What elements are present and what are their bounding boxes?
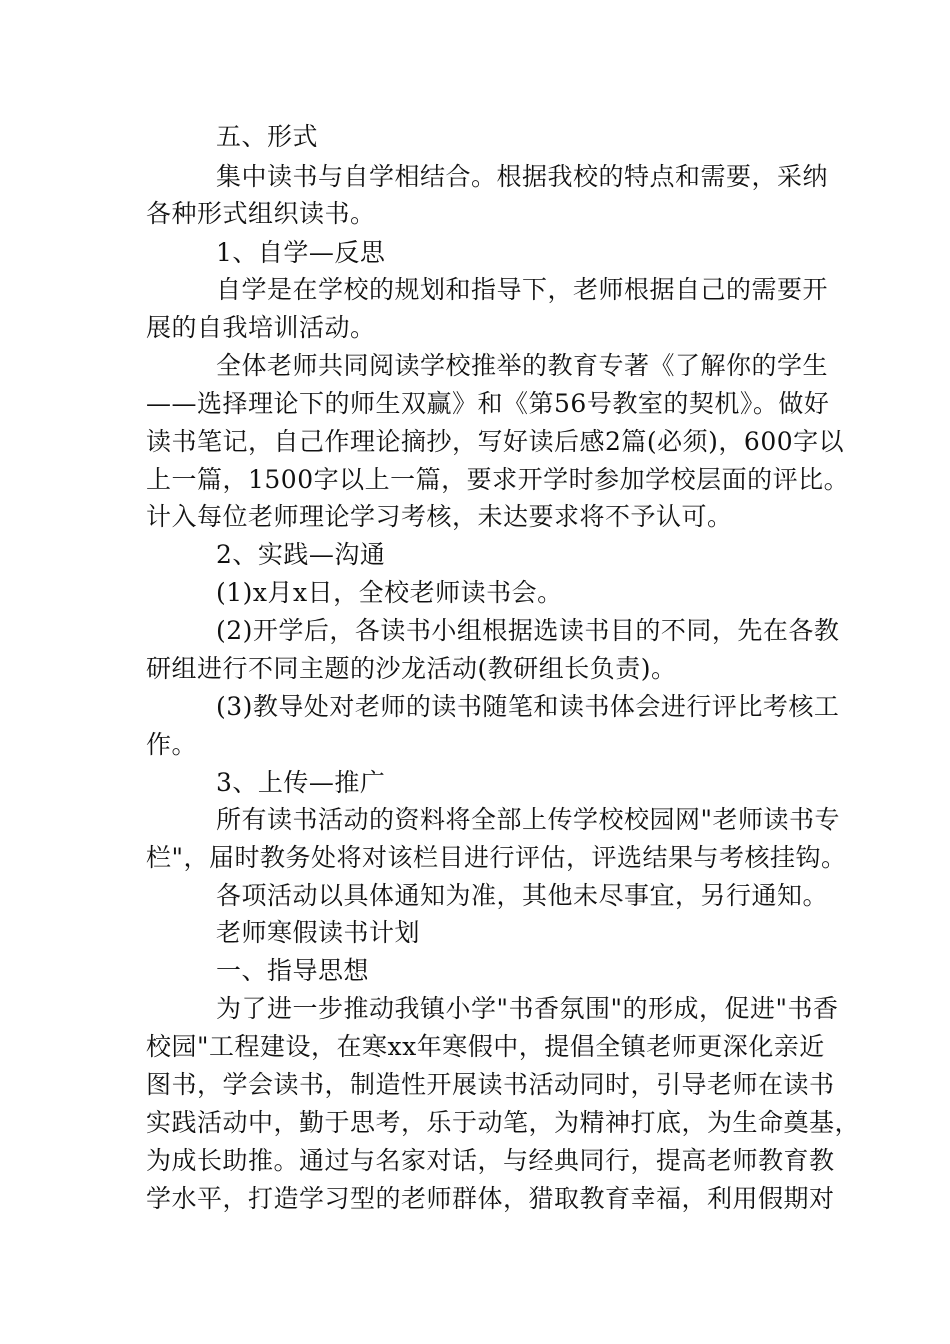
paragraph-line: 为成长助推。通过与名家对话，与经典同行，提高老师教育教 — [146, 1146, 835, 1175]
subheading-practice: 2、实践—沟通 — [216, 540, 386, 569]
subheading-upload: 3、上传—推广 — [216, 768, 386, 797]
paragraph-line: 自学是在学校的规划和指导下，老师根据自己的需要开 — [216, 275, 829, 304]
paragraph-line: 图书，学会读书，制造性开展读书活动同时，引导老师在读书 — [146, 1070, 835, 1099]
section-heading-form: 五、形式 — [216, 122, 319, 151]
paragraph-line: 栏"，届时教务处将对该栏目进行评估，评选结果与考核挂钩。 — [146, 843, 847, 872]
paragraph-line: 读书笔记，自己作理论摘抄，写好读后感2篇(必须)，600字以 — [146, 427, 845, 456]
paragraph-line: 计入每位老师理论学习考核，未达要求将不予认可。 — [146, 502, 733, 531]
list-item: (3)教导处对老师的读书随笔和读书体会进行评比考核工 — [216, 692, 840, 721]
subheading-self-study: 1、自学—反思 — [216, 238, 386, 267]
paragraph-line: 集中读书与自学相结合。根据我校的特点和需要，采纳 — [216, 162, 829, 191]
list-item: (2)开学后，各读书小组根据选读书目的不同，先在各教 — [216, 616, 840, 645]
paragraph-line: 上一篇，1500字以上一篇，要求开学时参加学校层面的评比。 — [146, 465, 850, 494]
paragraph-line: 校园"工程建设，在寒xx年寒假中，提倡全镇老师更深化亲近 — [146, 1032, 825, 1061]
paragraph-line: 各种形式组织读书。 — [146, 199, 376, 228]
list-item: (1)x月x日，全校老师读书会。 — [216, 578, 563, 607]
paragraph-line: 展的自我培训活动。 — [146, 313, 376, 342]
document-title: 老师寒假读书计划 — [216, 918, 421, 947]
paragraph-line: 作。 — [146, 730, 198, 759]
paragraph-line: 学水平，打造学习型的老师群体，猎取教育幸福，利用假期对 — [146, 1184, 835, 1213]
paragraph-line: 实践活动中，勤于思考，乐于动笔，为精神打底，为生命奠基， — [146, 1108, 861, 1137]
section-heading-guiding-thought: 一、指导思想 — [216, 956, 370, 985]
paragraph-line: 为了进一步推动我镇小学"书香氛围"的形成，促进"书香 — [216, 994, 839, 1023]
paragraph-line: 各项活动以具体通知为准，其他未尽事宜，另行通知。 — [216, 881, 829, 910]
paragraph-line: 所有读书活动的资料将全部上传学校校园网"老师读书专 — [216, 805, 841, 834]
paragraph-line: 全体老师共同阅读学校推举的教育专著《了解你的学生 — [216, 351, 829, 380]
paragraph-line: ——选择理论下的师生双赢》和《第56号教室的契机》。做好 — [146, 389, 830, 418]
paragraph-line: 研组进行不同主题的沙龙活动(教研组长负责)。 — [146, 654, 677, 683]
